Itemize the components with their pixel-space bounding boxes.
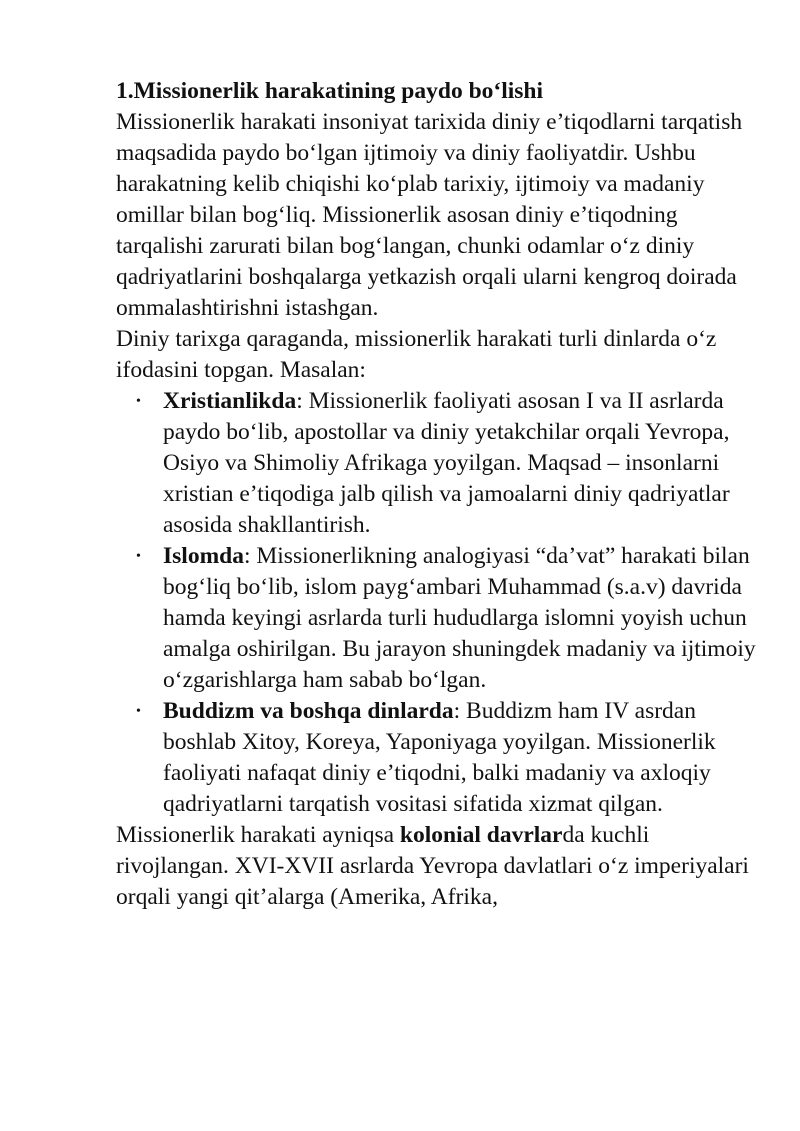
list-item-christianity [116, 386, 756, 541]
item-text: : Buddizm ham IV asrdan boshlab Xitoy, Koreya, Yaponiyaga yoyilgan. Missionerlik faoliyati nafaqat diniy e’tiqodni, balki madaniy va axloqiy qadriyatlarni tarqatish vositasi sifatida xizmat qilgan. [163, 698, 716, 817]
section-heading: 1.Missionerlik harakatining paydo bo‘lishi [116, 78, 544, 104]
item-text: : Missionerlik faoliyati asosan I va II asrlarda paydo bo‘lib, apostollar va diniy yetakchilar orqali Yevropa, Osiyo va Shimoliy Afrikaga yoyilgan. Maqsad – insonlarni xristian e’tiqodiga jalb qilish va jamoalarni diniy qadriyatlar asosida shakllantirish. [163, 388, 730, 538]
item-term: Islomda [163, 543, 244, 569]
closing-bold-term: kolonial davrlar [399, 822, 563, 848]
item-text: : Missionerlikning analogiyasi “da’vat” harakati bilan bog‘liq bo‘lib, islom payg‘ambari Muhammad (s.a.v) davrida hamda keyingi asrlarda turli hududlarga islomni yoyish uchun amalga oshirilgan. Bu jarayon shuningdek madaniy va ijtimoiy o‘zgarishlarga ham sabab bo‘lgan. [163, 543, 756, 693]
intro-paragraph: Missionerlik harakati insoniyat tarixida diniy e’tiqodlarni tarqatish maqsadida paydo bo‘lgan ijtimoiy va diniy faoliyatdir. Ushbu harakatning kelib chiqishi ko‘plab tarixiy, ijtimoiy va madaniy omillar bilan bog‘liq. Missionerlik asosan diniy e’tiqodning tarqalishi zarurati bilan bog‘langan, chunki odamlar o‘z diniy qadriyatlarini boshqalarga yetkazish orqali ularni kengroq doirada ommalashtirishni istashgan. [116, 109, 743, 321]
item-term: Buddizm va boshqa dinlarda [163, 698, 454, 724]
religions-list [116, 386, 756, 820]
lead-in-paragraph: Diniy tarixga qaraganda, missionerlik harakati turli dinlarda o‘z ifodasini topgan. Masalan: [116, 326, 717, 383]
bullet-icon: • [136, 394, 141, 409]
list-item-buddhism [116, 696, 756, 820]
item-term: Xristianlikda [163, 388, 297, 414]
closing-paragraph [116, 820, 756, 913]
document-page [116, 76, 756, 913]
closing-text-start: Missionerlik harakati ayniqsa [116, 822, 400, 848]
bullet-icon: • [136, 704, 141, 719]
bullet-icon: • [136, 549, 141, 564]
list-item-islam [116, 541, 756, 696]
closing-text-end: da kuchli rivojlangan. XVI-XVII asrlarda Yevropa davlatlari o‘z imperiyalari orqali yangi qit’alarga (Amerika, Afrika, [116, 822, 749, 910]
